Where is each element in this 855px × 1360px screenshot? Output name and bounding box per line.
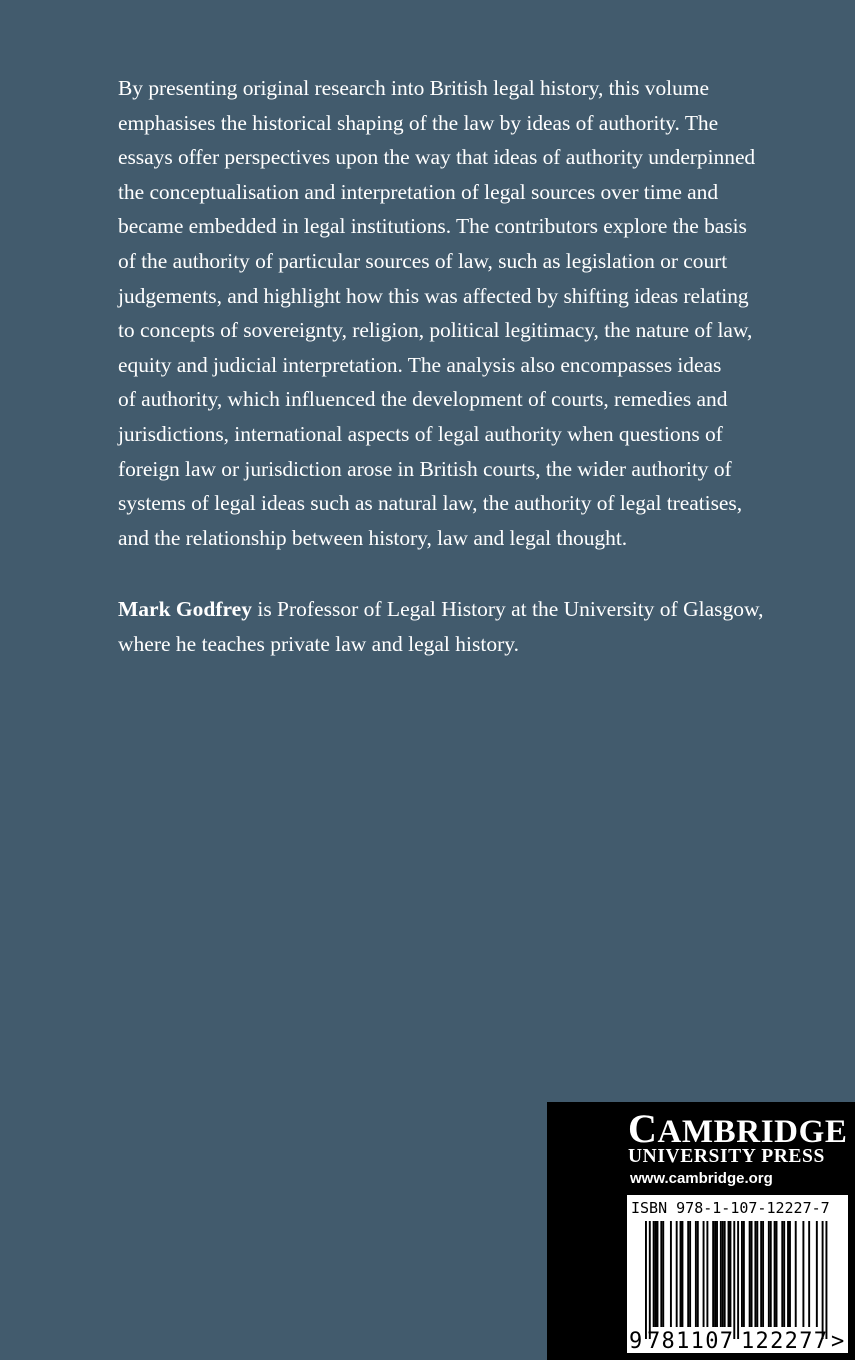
barcode-bar <box>781 1221 783 1327</box>
barcode-bar <box>768 1221 770 1327</box>
barcode-bar <box>703 1221 705 1327</box>
barcode-bar <box>714 1221 716 1327</box>
barcode-bar <box>787 1221 789 1327</box>
barcode-bar <box>653 1221 655 1327</box>
barcode-end-mark: > <box>831 1329 845 1353</box>
barcode-bar <box>720 1221 722 1327</box>
book-blurb <box>118 71 793 555</box>
barcode-bar <box>822 1221 824 1339</box>
author-bio-line <box>118 592 793 627</box>
barcode-bar <box>706 1221 708 1327</box>
barcode-bar <box>695 1221 697 1327</box>
publisher-logo <box>628 1106 848 1151</box>
barcode-bar <box>789 1221 791 1327</box>
publisher-subtitle: UNIVERSITY PRESS <box>628 1146 825 1167</box>
barcode-bar <box>741 1221 743 1327</box>
barcode-bar <box>808 1221 810 1327</box>
author-bio-text: is Professor of Legal History at the University of Glasgow, <box>251 597 764 621</box>
blurb-line: jurisdictions, international aspects of legal authority when questions of <box>118 421 723 446</box>
author-bio-line: where he teaches private law and legal history. <box>118 631 519 656</box>
blurb-line: of authority, which influenced the development of courts, remedies and <box>118 387 728 412</box>
isbn-barcode <box>627 1195 848 1353</box>
blurb-line: judgements, and highlight how this was affected by shifting ideas relating <box>118 283 749 308</box>
barcode-bar <box>716 1221 718 1327</box>
author-name: Mark Godfrey <box>118 597 252 621</box>
barcode-bar <box>657 1221 659 1327</box>
barcode-bar <box>774 1221 776 1327</box>
blurb-line: foreign law or jurisdiction arose in British courts, the wider authority of <box>118 456 732 481</box>
barcode-bar <box>712 1221 714 1327</box>
isbn-label: ISBN 978-1-107-12227-7 <box>631 1199 830 1217</box>
barcode-bar <box>762 1221 764 1327</box>
blurb-line: equity and judicial interpretation. The analysis also encompasses ideas <box>118 352 722 377</box>
barcode-bar <box>754 1221 756 1327</box>
barcode-bar <box>783 1221 785 1327</box>
barcode-bar <box>751 1221 753 1327</box>
barcode-bar <box>749 1221 751 1327</box>
barcode-bar <box>724 1221 726 1327</box>
blurb-line: and the relationship between history, law and legal thought. <box>118 525 628 550</box>
blurb-line: became embedded in legal institutions. The contributors explore the basis <box>118 214 747 239</box>
barcode-bar <box>776 1221 778 1327</box>
blurb-line: to concepts of sovereignty, religion, political legitimacy, the nature of law, <box>118 318 753 343</box>
barcode-right-digits: 122277 <box>741 1329 827 1353</box>
blurb-line: emphasises the historical shaping of the law by ideas of authority. The <box>118 110 719 135</box>
barcode-bar <box>689 1221 691 1327</box>
barcode-bar <box>687 1221 689 1327</box>
barcode-first-digit: 9 <box>629 1329 643 1353</box>
barcode-bar <box>825 1221 827 1339</box>
publisher-box <box>547 1102 855 1360</box>
author-bio <box>118 592 793 661</box>
blurb-line: the conceptualisation and interpretation of legal sources over time and <box>118 179 719 204</box>
barcode-bar <box>756 1221 758 1327</box>
barcode-bars <box>645 1221 827 1339</box>
barcode-bar <box>770 1221 772 1327</box>
barcode-bar <box>676 1221 678 1327</box>
barcode-graphic <box>627 1195 848 1353</box>
barcode-bar <box>670 1221 672 1327</box>
barcode-bar <box>681 1221 683 1327</box>
publisher-name-initial: C <box>628 1106 658 1151</box>
barcode-bar <box>655 1221 657 1327</box>
barcode-bar <box>728 1221 730 1327</box>
barcode-bar <box>795 1221 797 1327</box>
barcode-bar <box>743 1221 745 1327</box>
barcode-bar <box>649 1221 651 1339</box>
barcode-bar <box>645 1221 647 1339</box>
blurb-line: By presenting original research into British legal history, this volume <box>118 76 709 100</box>
barcode-left-digits: 781107 <box>647 1329 733 1353</box>
barcode-bar <box>680 1221 682 1327</box>
barcode-bar <box>737 1221 739 1339</box>
publisher-name-rest: AMBRIDGE <box>657 1114 848 1150</box>
barcode-bar <box>697 1221 699 1327</box>
barcode-bar <box>733 1221 735 1339</box>
barcode-bar <box>660 1221 662 1327</box>
blurb-line: of the authority of particular sources of law, such as legislation or court <box>118 248 728 273</box>
publisher-url: www.cambridge.org <box>630 1170 773 1187</box>
barcode-bar <box>802 1221 804 1327</box>
barcode-bar <box>722 1221 724 1327</box>
blurb-line: essays offer perspectives upon the way that ideas of authority underpinned <box>118 145 756 170</box>
barcode-bar <box>662 1221 664 1327</box>
barcode-bar <box>760 1221 762 1327</box>
barcode-bar <box>816 1221 818 1327</box>
barcode-bar <box>729 1221 731 1327</box>
blurb-line: systems of legal ideas such as natural law, the authority of legal treatises, <box>118 491 743 516</box>
